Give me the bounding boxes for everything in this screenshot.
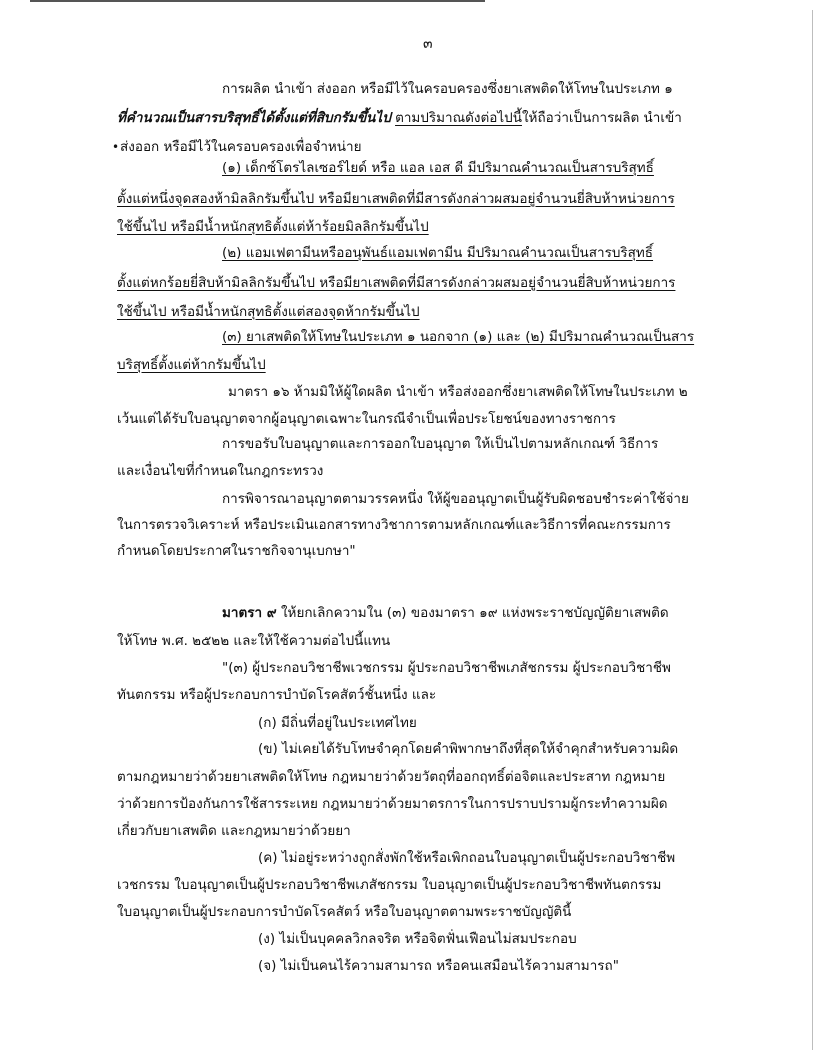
clause-d: (ง) ไม่เป็นบุคคลวิกลจริต หรือจิตฟั่นเฟือนไม่สมประกอบ: [258, 931, 577, 947]
clause-c-line1: (ค) ไม่อยู่ระหว่างถูกสั่งพักใช้หรือเพิกถอนใบอนุญาตเป็นผู้ประกอบวิชาชีพ: [258, 850, 676, 866]
section16-line5: การพิจารณาอนุญาตตามวรรคหนึ่ง ให้ผู้ขออนุญาตเป็นผู้รับผิดชอบชำระค่าใช้จ่าย: [222, 491, 689, 507]
section9-line1-rest: ให้ยกเลิกความใน (๓) ของมาตรา ๑๙ แห่งพระราชบัญญัติยาเสพติด: [276, 605, 669, 621]
section16-line3: การขอรับใบอนุญาตและการออกใบอนุญาต ให้เป็นไปตามหลักเกณฑ์ วิธีการ: [222, 436, 659, 452]
section9-line4: ทันตกรรม หรือผู้ประกอบการบำบัดโรคสัตว์ชั้นหนึ่ง และ: [117, 687, 437, 703]
para1-bold-phrase: ที่คำนวณเป็นสารบริสุทธิ์ได้ตั้งแต่ที่สิบกรัมขึ้นไป: [117, 110, 391, 126]
para1-line2: [117, 109, 682, 127]
item3-line2: บริสุทธิ์ตั้งแต่ห้ากรัมขึ้นไป: [117, 357, 266, 373]
page-number: ๓: [423, 36, 433, 52]
item2-line1: (๒) แอมเฟตามีนหรืออนุพันธ์แอมเฟตามีน มีปริมาณคำนวณเป็นสารบริสุทธิ์: [222, 245, 654, 261]
clause-b-line3: ว่าด้วยการป้องกันการใช้สารระเหย กฎหมายว่าด้วยมาตรการในการปราบปรามผู้กระทำความผิด: [117, 796, 668, 812]
section16-line6: ในการตรวจวิเคราะห์ หรือประเมินเอกสารทางวิชาการตามหลักเกณฑ์และวิธีการที่คณะกรรมการ: [117, 517, 671, 533]
clause-e: (จ) ไม่เป็นคนไร้ความสามารถ หรือคนเสมือนไร้ความสามารถ": [258, 958, 619, 974]
section9-label: มาตรา ๙: [222, 605, 277, 621]
item1-line3: ใช้ขึ้นไป หรือมีน้ำหนักสุทธิตั้งแต่ห้าร้อยมิลลิกรัมขึ้นไป: [117, 219, 429, 235]
section16-line1: มาตรา ๑๖ ห้ามมิให้ผู้ใดผลิต นำเข้า หรือส่งออกซึ่งยาเสพติดให้โทษในประเภท ๒: [228, 384, 688, 400]
item2-line3: ใช้ขึ้นไป หรือมีน้ำหนักสุทธิตั้งแต่สองจุดห้ากรัมขึ้นไป: [117, 304, 420, 320]
item2-line2: ตั้งแต่หกร้อยยี่สิบห้ามิลลิกรัมขึ้นไป หรือมียาเสพติดที่มีสารดังกล่าวผสมอยู่จำนวนยี่สิบห้าหน่วยการ: [117, 275, 676, 291]
top-rule: [30, 0, 485, 2]
para1-line3: ส่งออก หรือมีไว้ในครอบครองเพื่อจำหน่าย: [120, 139, 362, 155]
clause-c-line3: ใบอนุญาตเป็นผู้ประกอบการบำบัดโรคสัตว์ หรือใบอนุญาตตามพระราชบัญญัตินี้: [117, 904, 572, 920]
right-edge-rule: [812, 10, 813, 1050]
clause-b-line1: (ข) ไม่เคยได้รับโทษจำคุกโดยคำพิพากษาถึงที่สุดให้จำคุกสำหรับความผิด: [258, 741, 679, 757]
section9-line1: [222, 604, 669, 622]
section16-line7: กำหนดโดยประกาศในราชกิจจานุเบกษา": [117, 543, 356, 559]
section9-line3: "(๓) ผู้ประกอบวิชาชีพเวชกรรม ผู้ประกอบวิชาชีพเภสัชกรรม ผู้ประกอบวิชาชีพ: [222, 660, 671, 676]
clause-a: (ก) มีถิ่นที่อยู่ในประเทศไทย: [258, 715, 417, 731]
item3-line1: (๓) ยาเสพติดให้โทษในประเภท ๑ นอกจาก (๑) และ (๒) มีปริมาณคำนวณเป็นสาร: [222, 329, 695, 345]
item1-line2: ตั้งแต่หนึ่งจุดสองห้ามิลลิกรัมขึ้นไป หรือมียาเสพติดที่มีสารดังกล่าวผสมอยู่จำนวนยี่สิบห้าหน่วยการ: [117, 191, 675, 207]
item1-line1: (๑) เด็กซ์โตรไลเซอร์ไยด์ หรือ แอล เอส ดี มีปริมาณคำนวณเป็นสารบริสุทธิ์: [222, 160, 654, 176]
para1-line1: การผลิต นำเข้า ส่งออก หรือมีไว้ในครอบครองซึ่งยาเสพติดให้โทษในประเภท ๑: [222, 81, 673, 97]
section9-line2: ให้โทษ พ.ศ. ๒๕๒๒ และให้ใช้ความต่อไปนี้แทน: [117, 633, 391, 649]
para1-line2-tail: ให้ถือว่าเป็นการผลิต นำเข้า: [521, 110, 682, 126]
clause-c-line2: เวชกรรม ใบอนุญาตเป็นผู้ประกอบวิชาชีพเภสัชกรรม ใบอนุญาตเป็นผู้ประกอบวิชาชีพทันตกรรม: [117, 877, 662, 893]
clause-b-line2: ตามกฎหมายว่าด้วยยาเสพติดให้โทษ กฎหมายว่าด้วยวัตถุที่ออกฤทธิ์ต่อจิตและประสาท กฎหมาย: [117, 769, 666, 785]
section16-line4: และเงื่อนไขที่กำหนดในกฎกระทรวง: [117, 463, 324, 479]
clause-b-line4: เกี่ยวกับยาเสพติด และกฎหมายว่าด้วยยา: [117, 823, 351, 839]
para1-underlined-phrase: ตามปริมาณดังต่อไปนี้: [395, 110, 522, 126]
margin-mark: •: [112, 140, 120, 154]
section16-line2: เว้นแต่ได้รับใบอนุญาตจากผู้อนุญาตเฉพาะในกรณีจำเป็นเพื่อประโยชน์ของทางราชการ: [117, 411, 616, 427]
